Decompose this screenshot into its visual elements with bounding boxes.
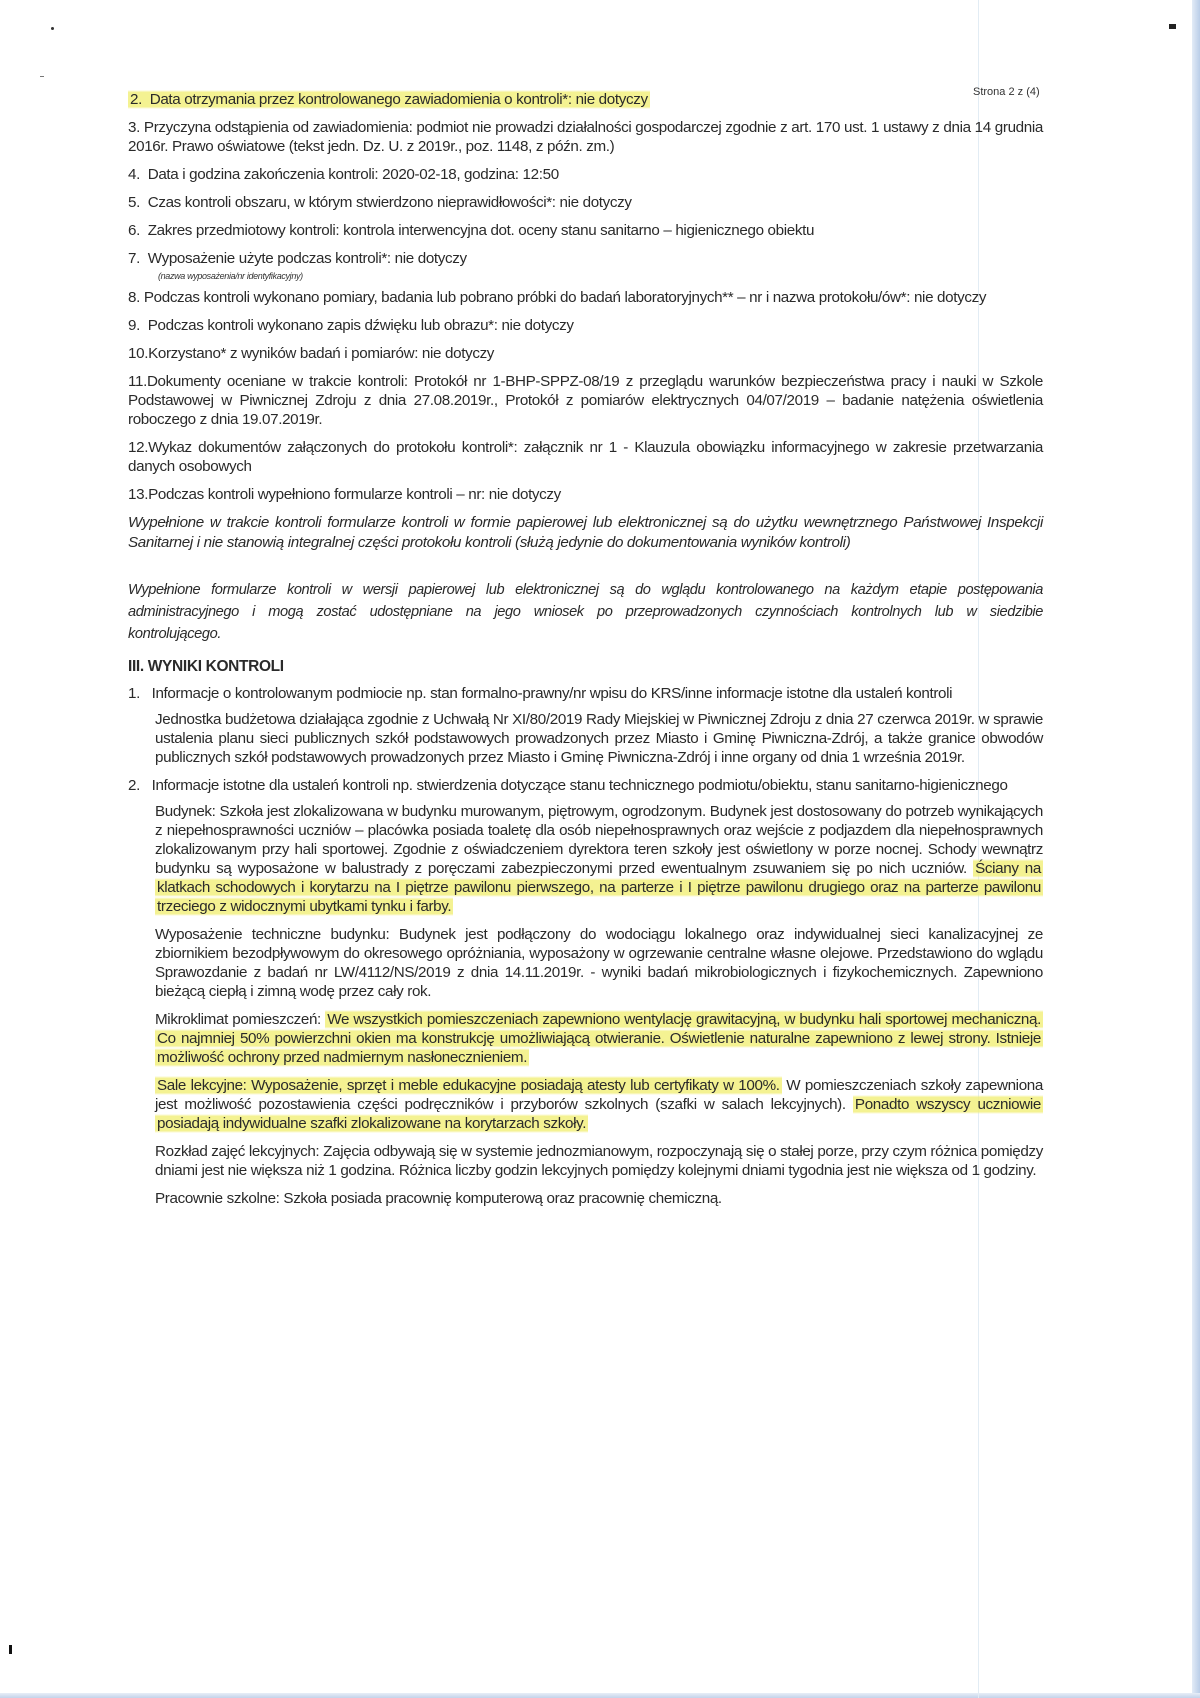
document-body: [128, 90, 1043, 1217]
list-item-3: 3. Przyczyna odstąpienia od zawiadomienia: podmiot nie prowadzi działalności gospodarczej zgodnie z art. 170 ust. 1 ustawy z dnia 14 grudnia 2016r. Prawo oświatowe (tekst jedn. Dz. U. z 2019r., poz. 1148, z późn. zm.): [128, 119, 1043, 155]
list-item-4: 4. Data i godzina zakończenia kontroli: 2020-02-18, godzina: 12:50: [128, 166, 559, 183]
page-number: Strona 2 z (4): [973, 86, 1040, 98]
list-item-11: 11.Dokumenty oceniane w trakcie kontroli: Protokół nr 1-BHP-SPPZ-08/19 z przeglądu warunków bezpieczeństwa pracy i nauki w Szkole Podstawowej w Piwnicznej Zdroju z dnia 27.08.2019r., Protokół z pomiarów elektrycznych 04/07/2019 – badanie natężenia oświetlenia roboczego z dnia 19.07.2019r.: [128, 373, 1043, 428]
scan-edge-right: [1192, 0, 1200, 1698]
scan-speck: [1169, 24, 1176, 29]
list-item-13: 13.Podczas kontroli wypełniono formularze kontroli – nr: nie dotyczy: [128, 486, 561, 503]
scan-speck: [40, 76, 44, 77]
building-paragraph: Budynek: Szkoła jest zlokalizowana w budynku murowanym, piętrowym, ogrodzonym. Budynek jest dostosowany do potrzeb wynikających z niepełnosprawności uczniów – placówka posiada toaletę dla osób niepełnosprawnych oraz wejście z podjazdem dla niepełnosprawnych zlokalizowanym przy hali sportowej. Zgodnie z oświadczeniem dyrektora teren szkoły jest oświetlony w porze nocnej. Schody wewnątrz budynku są wyposażone w balustrady z poręczami zabezpieczonymi przed ewentualnym zsuwaniem się po nich uczniów. Ściany na klatkach schodowych i korytarzu na I piętrze pawilonu pierwszego, na parterze i I piętrze pawilonu drugiego oraz na parterze pawilonu trzeciego z widocznymi ubytkami tynku i farby.: [155, 803, 1043, 915]
schedule-paragraph: Rozkład zajęć lekcyjnych: Zajęcia odbywają się w systemie jednozmianowym, rozpoczynają się o stałej porze, przy czym różnica pomiędzy dniami jest nie większa niż 1 godzina. Różnica liczby godzin lekcyjnych pomiędzy kolejnymi dniami tygodnia jest nie większa od 1 godziny.: [155, 1143, 1043, 1179]
equipment-note: (nazwa wyposażenia/nr identyfikacyjny): [158, 271, 303, 281]
microclimate-paragraph: Mikroklimat pomieszczeń: We wszystkich pomieszczeniach zapewniono wentylację grawitacyjną, w budynku hali sportowej mechaniczną. Co najmniej 50% powierzchni okien ma konstrukcję umożliwiającą otwieranie. Oświetlenie naturalne zapewniono z lewej strony. Istnieje możliwość ochrony przed nadmiernym nasłonecznieniem.: [155, 1011, 1041, 1066]
highlighted-text: We wszystkich pomieszczeniach zapewniono wentylację grawitacyjną, w budynku hali sportowej mechaniczną. Co najmniej 50% powierzchni okien ma konstrukcję umożliwiającą otwieranie. Oświetlenie naturalne zapewniono z lewej strony. Istnieje możliwość ochrony przed nadmiernym nasłonecznieniem.: [157, 1011, 1041, 1066]
highlighted-text: Ponadto wszyscy uczniowie posiadają indywidualne szafki zlokalizowane na korytarzach szkoły.: [157, 1096, 1041, 1132]
scan-edge-bottom: [0, 1693, 1200, 1698]
school-labs-paragraph: Pracownie szkolne: Szkoła posiada pracownię komputerową oraz pracownię chemiczną.: [155, 1190, 722, 1207]
list-item-5: 5. Czas kontroli obszaru, w którym stwierdzono nieprawidłowości*: nie dotyczy: [128, 194, 632, 211]
section-heading: III. WYNIKI KONTROLI: [128, 658, 284, 675]
classrooms-paragraph: Sale lekcyjne: Wyposażenie, sprzęt i meble edukacyjne posiadają atesty lub certyfikaty w 100%. W pomieszczeniach szkoły zapewniona jest możliwość pozostawienia części podręczników i przyborów szkolnych (szafki w salach lekcyjnych). Ponadto wszyscy uczniowie posiadają indywidualne szafki zlokalizowane na korytarzach szkoły.: [155, 1077, 1043, 1132]
highlighted-text: 2. Data otrzymania przez kontrolowanego zawiadomienia o kontroli*: nie dotyczy: [130, 91, 648, 108]
list-item-6: 6. Zakres przedmiotowy kontroli: kontrola interwencyjna dot. oceny stanu sanitarno – higienicznego obiektu: [128, 222, 815, 239]
highlighted-text: Ściany na klatkach schodowych i korytarzu na I piętrze pawilonu pierwszego, na parterze i I piętrze pawilonu drugiego oraz na parterze pawilonu trzeciego z widocznymi ubytkami tynku i farby.: [157, 860, 1041, 915]
forms-usage-note: Wypełnione w trakcie kontroli formularze kontroli w formie papierowej lub elektronicznej są do użytku wewnętrznego Państwowej Inspekcji Sanitarnej i nie stanowią integralnej części protokołu kontroli (służą jedynie do dokumentowania wyników kontroli): [128, 514, 1043, 551]
subsection-2-title: 2. Informacje istotne dla ustaleń kontroli np. stwierdzenia dotyczące stanu technicznego podmiotu/obiektu, stanu sanitarno-higienicznego: [128, 777, 1008, 794]
list-item-8: 8. Podczas kontroli wykonano pomiary, badania lub pobrano próbki do badań laboratoryjnych** – nr i nazwa protokołu/ów*: nie dotyczy: [128, 289, 987, 306]
highlighted-text: Sale lekcyjne: Wyposażenie, sprzęt i meble edukacyjne posiadają atesty lub certyfikaty w 100%.: [157, 1077, 780, 1094]
list-item-9: 9. Podczas kontroli wykonano zapis dźwięku lub obrazu*: nie dotyczy: [128, 317, 574, 334]
forms-access-note: Wypełnione formularze kontroli w wersji papierowej lub elektronicznej są do wglądu kontrolowanego na każdym etapie postępowania administracyjnego i mogą zostać udostępniane na jego wniosek po przeprowadzonych czynnościach kontrolnych lub w siedzibie kontrolującego.: [128, 582, 1043, 642]
technical-equipment-paragraph: Wyposażenie techniczne budynku: Budynek jest podłączony do wodociągu lokalnego oraz indywidualnej sieci kanalizacyjnej ze zbiornikiem bezodpływowym do okresowego opróżniania, wyposażony w ogrzewanie centralne własne olejowe. Przedstawiono do wglądu Sprawozdanie z badań nr LW/4112/NS/2019 z dnia 14.11.2019r. - wyniki badań mikrobiologicznych i fizykochemicznych. Zapewniono bieżącą ciepłą i zimną wodę przez cały rok.: [155, 926, 1043, 1000]
entity-info-paragraph: Jednostka budżetowa działająca zgodnie z Uchwałą Nr XI/80/2019 Rady Miejskiej w Piwnicznej Zdroju z dnia 27 czerwca 2019r. w sprawie ustalenia planu sieci publicznych szkół podstawowych prowadzonych przez Miasto i Gminę Piwniczna-Zdrój, a także granice obwodów publicznych szkół podstawowych prowadzonych przez Miasto i Gminę Piwniczna-Zdrój i inne organy od dnia 1 września 2019r.: [155, 711, 1043, 766]
scan-speck: [51, 27, 54, 30]
list-item-12: 12.Wykaz dokumentów załączonych do protokołu kontroli*: załącznik nr 1 - Klauzula obowiązku informacyjnego w zakresie przetwarzania danych osobowych: [128, 439, 1043, 475]
scan-speck: [9, 1645, 12, 1654]
list-item-7: 7. Wyposażenie użyte podczas kontroli*: nie dotyczy: [128, 250, 467, 267]
list-item-2: [128, 90, 1043, 109]
list-item-10: 10.Korzystano* z wyników badań i pomiarów: nie dotyczy: [128, 345, 495, 362]
subsection-1-title: 1. Informacje o kontrolowanym podmiocie np. stan formalno-prawny/nr wpisu do KRS/inne informacje istotne dla ustaleń kontroli: [128, 685, 953, 702]
